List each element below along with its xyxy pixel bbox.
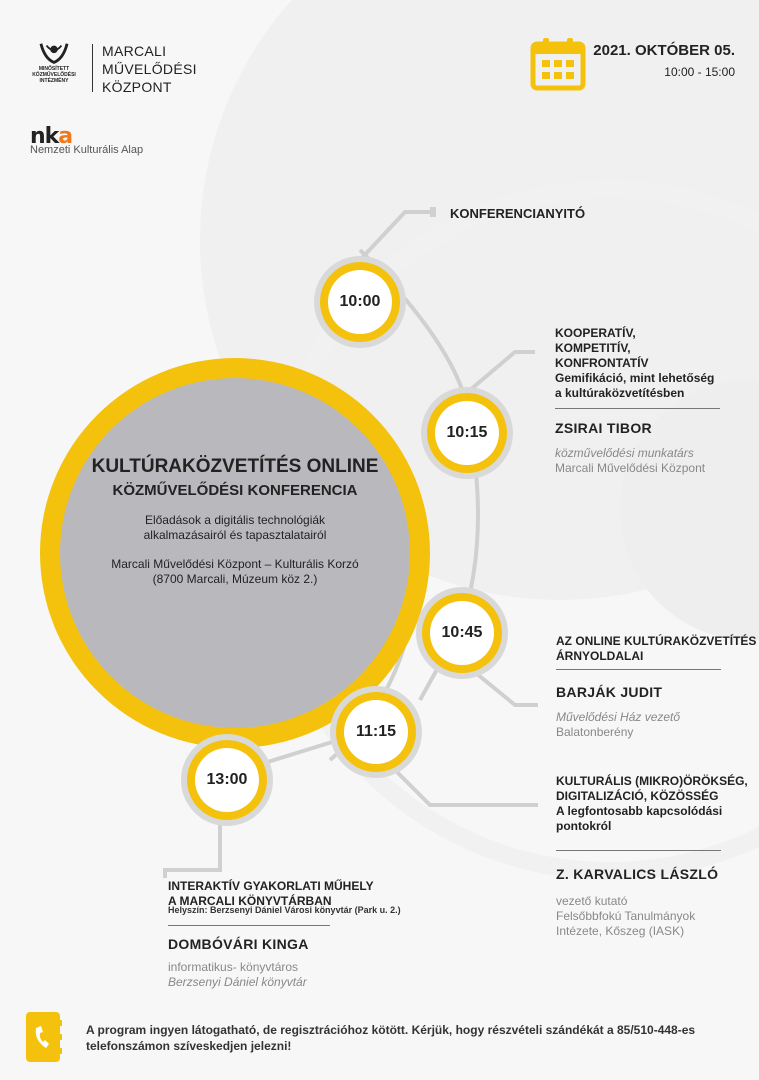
speaker-1015-org: Marcali Művelődési Központ — [555, 461, 706, 475]
speaker-1300-org: Berzsenyi Dániel könyvtár — [168, 975, 307, 989]
footer-note: A program ingyen látogatható, de regisztrációhoz kötött. Kérjük, hogy részvételi szándékát a 85/510-448-es telefonszámon szíveskedjen jelezni! — [86, 1023, 696, 1053]
node-time: 10:15 — [435, 401, 499, 465]
divider — [556, 850, 721, 851]
speaker-1015-role: közművelődési munkatárs — [555, 446, 694, 460]
speaker-1115: Z. KARVALICS LÁSZLÓ — [556, 866, 719, 882]
sponsor-name: Nemzeti Kulturális Alap — [30, 144, 144, 156]
session-1045-title: AZ ONLINE KULTÚRAKÖZVETÍTÉS ÁRNYOLDALAI — [556, 634, 757, 663]
speaker-1045-role: Művelődési Ház vezető — [556, 710, 681, 724]
timeline-node-1300 — [181, 734, 273, 826]
node-time: 10:45 — [430, 601, 494, 665]
timeline-node-1000 — [314, 256, 406, 348]
session-1300-title: INTERAKTÍV GYAKORLATI MŰHELY A MARCALI KÖNYVTÁRBAN — [168, 879, 374, 908]
connector-1000 — [360, 212, 430, 260]
organizer-name: MARCALI MŰVELŐDÉSI KÖZPONT — [102, 43, 197, 95]
connector-1300 — [165, 820, 220, 878]
divider — [556, 669, 721, 670]
speaker-1045: BARJÁK JUDIT — [556, 684, 663, 700]
sponsor-logo-mark: nka — [30, 124, 73, 149]
node-time: 10:00 — [328, 270, 392, 334]
connector-1000-cap — [430, 207, 436, 217]
speaker-1015: ZSIRAI TIBOR — [555, 420, 652, 436]
speaker-1300-role: informatikus- könyvtáros — [168, 960, 299, 974]
session-1300-venue: Helyszín: Berzsenyi Dániel Városi könyvtár (Park u. 2.) — [168, 905, 401, 915]
event-date: 2021. OKTÓBER 05. — [593, 42, 735, 59]
organizer-badge-text: MINŐSÍTETT KÖZMŰVELŐDÉSI INTÉZMÉNY — [32, 66, 76, 84]
speaker-1115-role: vezető kutató Felsőbbfokú Tanulmányok Intézete, Kőszeg (IASK) — [556, 894, 696, 938]
speaker-1300: DOMBÓVÁRI KINGA — [168, 936, 309, 952]
timeline-node-1015 — [421, 387, 513, 479]
session-1015-title: KOOPERATÍV, KOMPETITÍV, KONFRONTATÍV Gemifikáció, mint lehetőség a kultúraközvetítésben — [555, 326, 715, 400]
session-1000-title: KONFERENCIANYITÓ — [450, 206, 586, 221]
phone-book-icon — [24, 1010, 64, 1066]
divider — [555, 408, 720, 409]
event-info — [55, 455, 415, 587]
speaker-1045-org: Balatonberény — [556, 725, 634, 739]
session-1115-title: KULTURÁLIS (MIKRO)ÖRÖKSÉG, DIGITALIZÁCIÓ, KÖZÖSSÉG A legfontosabb kapcsolódási pontokról — [556, 774, 748, 833]
event-title: KULTÚRAKÖZVETÍTÉS ONLINE — [91, 456, 379, 477]
event-subtitle: KÖZMŰVELŐDÉSI KONFERENCIA — [112, 482, 358, 499]
event-time: 10:00 - 15:00 — [664, 65, 735, 79]
timeline-node-1115 — [330, 686, 422, 778]
divider — [168, 925, 330, 926]
connector-1015 — [470, 352, 535, 390]
node-time: 13:00 — [195, 748, 259, 812]
node-time: 11:15 — [344, 700, 408, 764]
event-location: Marcali Művelődési Központ – Kulturális Korzó (8700 Marcali, Múzeum köz 2.) — [111, 557, 359, 586]
timeline-node-1045 — [416, 587, 508, 679]
event-description: Előadások a digitális technológiák alkalmazásairól és tapasztalatairól — [143, 513, 327, 542]
